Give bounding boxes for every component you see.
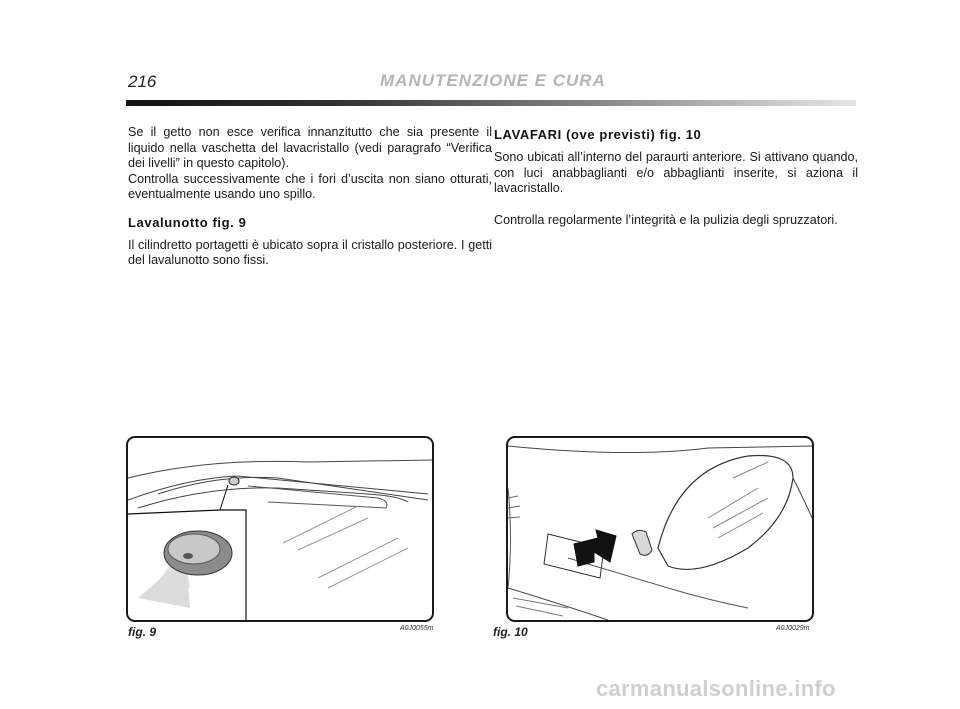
paragraph: Sono ubicati all’interno del paraurti anteriore. Si attivano quando, con luci anabbaglianti e/o abbaglianti inserite, si aziona il lavacristallo.: [494, 150, 858, 195]
headlight-washer-illustration: [508, 438, 812, 620]
subheading-lavalunotto: Lavalunotto fig. 9: [128, 214, 247, 230]
right-column: [494, 125, 858, 236]
section-title: MANUTENZIONE E CURA: [380, 71, 606, 90]
paragraph: Se il getto non esce verifica innanzitutto che sia presente il liquido nella vaschetta del lavacristallo (vedi paragrafo “Verifica dei livelli” in questo capitolo).: [128, 125, 492, 170]
figure-9-label: fig. 9: [128, 625, 157, 639]
rear-washer-illustration: [128, 438, 432, 620]
figure-9-code: A0J0055m: [400, 625, 434, 632]
header-rule: [126, 100, 856, 106]
figure-9: [126, 436, 434, 622]
figure-10-label: fig. 10: [493, 625, 528, 639]
page-number: 216: [128, 72, 157, 91]
paragraph: Controlla successivamente che i fori d’uscita non siano otturati, eventualmente usando uno spillo.: [128, 171, 492, 201]
paragraph: Il cilindretto portagetti è ubicato sopra il cristallo posteriore. I getti del lavalunotto sono fissi.: [128, 237, 492, 267]
subheading-lavafari: LAVAFARI (ove previsti) fig. 10: [494, 127, 702, 142]
figure-10-code: A0J0029m: [776, 625, 810, 632]
paragraph: Controlla regolarmente l’integrità e la pulizia degli spruzzatori.: [494, 212, 838, 227]
left-column: [128, 125, 492, 277]
watermark: carmanualsonline.info: [596, 676, 836, 701]
figure-10: [506, 436, 814, 622]
